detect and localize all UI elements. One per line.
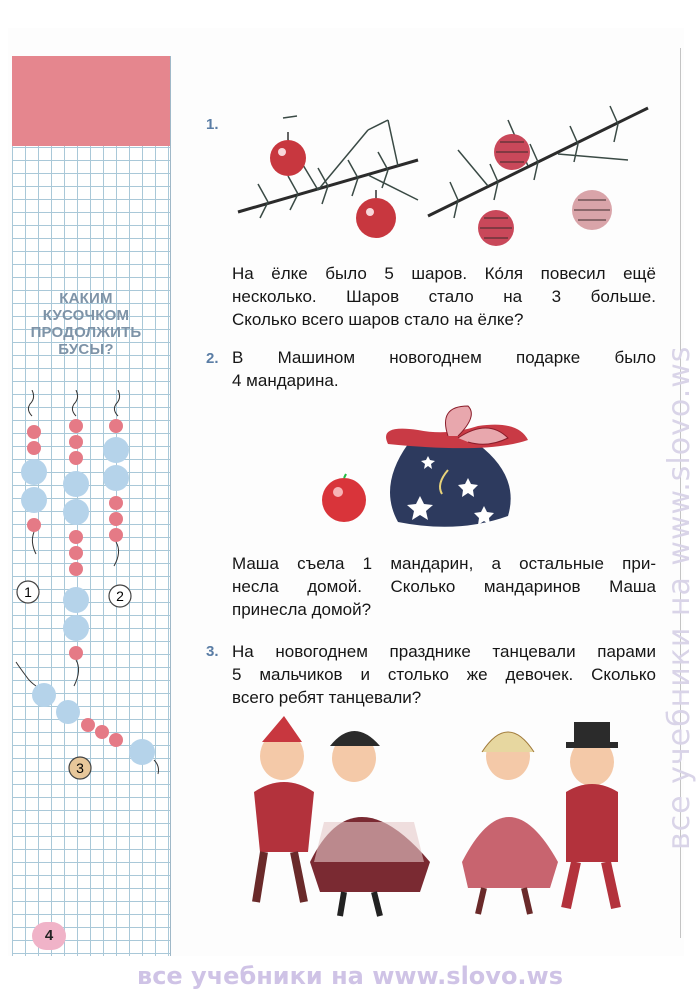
beads-illustration	[10, 390, 170, 790]
side-watermark-text: все учебники на www.slovo.ws	[662, 345, 697, 850]
task-text-line: 5 мальчиков и столько же девочек. Сколько	[232, 665, 656, 684]
task-number: 2.	[206, 350, 219, 367]
christmas-branches-illustration	[228, 100, 658, 250]
gift-bag-illustration	[308, 396, 548, 536]
task-text-line: Сколько всего шаров стало на ёлке?	[232, 310, 524, 329]
task-3-text	[232, 640, 656, 709]
task-text-line: На новогоднем празднике танцевали парами	[232, 642, 656, 661]
task-number: 1.	[206, 116, 219, 133]
task-1-text	[232, 262, 656, 331]
task-2-text-bottom	[232, 552, 656, 621]
sidebar-question-line: КАКИМ	[59, 290, 113, 307]
side-watermark	[632, 150, 700, 850]
sidebar-header-block	[12, 56, 170, 146]
sidebar-question-line: КУСОЧКОМ	[42, 307, 130, 324]
task-number: 3.	[206, 643, 219, 660]
task-text-line: принесла домой?	[232, 600, 372, 619]
task-text-line: На ёлке было 5 шаров. Ко́ля повесил ещё	[232, 264, 656, 283]
bead-label-2: 2	[116, 588, 124, 604]
sidebar-question	[12, 290, 160, 358]
bead-label-1: 1	[24, 584, 32, 600]
sidebar-question-line: ПРОДОЛЖИТЬ	[30, 324, 142, 341]
task-text-line: 4 мандарина.	[232, 371, 339, 390]
task-text-line: всего ребят танцевали?	[232, 688, 422, 707]
page-number: 4	[32, 922, 66, 950]
task-text-line: несла домой. Сколько мандаринов Маша	[232, 577, 656, 596]
task-text-line: несколько. Шаров стало на 3 больше.	[232, 287, 656, 306]
string-icon	[28, 390, 33, 416]
task-2-text-top	[232, 346, 656, 392]
dancing-children-illustration	[214, 712, 644, 932]
bead-label-3: 3	[76, 760, 84, 776]
task-text-line: В Машином новогоднем подарке было	[232, 348, 656, 367]
task-text-line: Маша съела 1 мандарин, а остальные при-	[232, 554, 656, 573]
sidebar-question-line: БУСЫ?	[58, 341, 114, 358]
bottom-watermark: все учебники на www.slovo.ws	[137, 962, 563, 990]
